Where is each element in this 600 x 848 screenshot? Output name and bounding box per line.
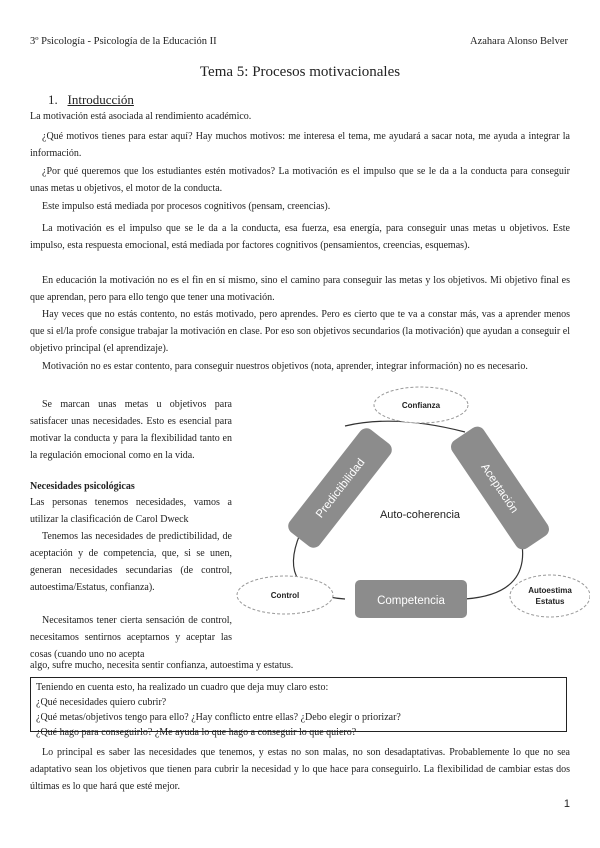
section-title: Introducción [67, 92, 134, 107]
paragraph: La motivación está asociada al rendimiento académico. [30, 111, 252, 122]
side-heading: Necesidades psicológicas [30, 481, 135, 492]
side-paragraph: Tenemos las necesidades de predictibilidad, de aceptación y de competencia, que, si se unen, generan necesidades secundarias (de control, autoestima/Estatus, confianza). [30, 531, 232, 593]
box-line: ¿Qué necesidades quiero cubrir? [36, 697, 167, 708]
svg-text:Autoestima: Autoestima [528, 586, 572, 595]
svg-text:Control: Control [270, 591, 300, 600]
svg-text:Aceptación: Aceptación [478, 461, 521, 516]
paragraph: Este impulso está mediada por procesos cognitivos (pensam, creencias). [42, 201, 331, 212]
box-line: ¿Qué hago para conseguirlo? ¿Me ayuda lo que hago a conseguir lo que quiero? [36, 727, 357, 738]
page-number: 1 [563, 798, 570, 810]
svg-text:Estatus: Estatus [535, 597, 565, 606]
box-line: Teniendo en cuenta esto, ha realizado un cuadro que deja muy claro esto: [36, 682, 329, 693]
side-paragraph: Necesitamos tener cierta sensación de control, necesitamos sentirnos aceptarnos y aceptar las cosas (cuando uno no acepta [30, 615, 232, 660]
paragraph: La motivación es el impulso que se le da a la conducta, esa fuerza, esa energía, para conseguir unas metas u objetivos. Este impulso, esta respuesta emocional, está mediada por factores cognitivos (pensamientos, creencias, esquemas). [30, 223, 570, 251]
side-paragraph: Se marcan unas metas u objetivos para satisfacer unas necesidades. Esto es esencial para motivar la conducta y para la flexibilidad tanto en la regulación emocional como en la vida. [30, 399, 232, 461]
paragraph: ¿Qué motivos tienes para estar aquí? Hay muchos motivos: me interesa el tema, me ayudará a sacar nota, me ayuda a integrar la información. [30, 131, 570, 159]
secondary-ellipse-control [237, 576, 333, 614]
paragraph: Motivación no es estar contento, para conseguir nuestros objetivos (nota, aprender, integrar información) no es necesario. [42, 361, 528, 372]
diagram-center-label: Auto-coherencia [379, 509, 461, 521]
section-number: 1. [48, 92, 58, 107]
box-line: ¿Qué metas/objetivos tengo para ello? ¿Hay conflicto entre ellas? ¿Debo elegir o priorizar? [36, 712, 401, 723]
svg-text:Confianza: Confianza [401, 401, 441, 410]
summary-box [30, 677, 567, 738]
side-paragraph: Las personas tenemos necesidades, vamos a utilizar la clasificación de Carol Dweck [30, 497, 232, 525]
svg-text:Competencia: Competencia [377, 595, 445, 607]
paragraph: ¿Por qué queremos que los estudiantes estén motivados? La motivación es el impulso que se le da a la conducta para conseguir unas metas u objetivos, el motor de la conducta. [30, 166, 570, 194]
secondary-ellipse-confianza [374, 387, 468, 423]
svg-text:Predictibilidad: Predictibilidad [314, 456, 368, 521]
secondary-ellipse-autoestima [510, 575, 590, 617]
primary-pill-predictibilidad [285, 425, 395, 551]
header-author: Azahara Alonso Belver [470, 36, 568, 47]
page-title: Tema 5: Procesos motivacionales [199, 64, 401, 80]
final-paragraph: Lo principal es saber las necesidades que tenemos, y estas no son malas, no son desadaptativas. Probablemente lo que no sea adaptativo sean los objetivos que tienen para cubrir la necesidad y lo que hace para conseguirlo. La flexibilidad de cambiar estas dos últimas es lo que hará que esté mejor. [30, 747, 570, 792]
needs-diagram [235, 384, 590, 654]
paragraph: En educación la motivación no es el fin en sí mismo, sino el camino para conseguir las metas y los objetivos. Mi objetivo final es que aprendan, pero para ello tengo que tener una motivación. [30, 275, 570, 303]
primary-pill-aceptacion [448, 423, 552, 552]
header-course: 3º Psicología - Psicología de la Educación II [30, 36, 217, 47]
section-heading [48, 92, 134, 108]
paragraph: Hay veces que no estás contento, no estás motivado, pero aprendes. Pero es cierto que te va a constar más, vas a aprender menos que si el/la profe consigue trabajar la motivación en clase. Por eso son objetivos secundarios (la motivación) que ayudan a conseguir el objetivo principal (el aprendizaje). [30, 309, 570, 354]
primary-pill-competencia [355, 580, 467, 618]
side-paragraph-continued: algo, sufre mucho, necesita sentir confianza, autoestima y estatus. [30, 660, 294, 671]
